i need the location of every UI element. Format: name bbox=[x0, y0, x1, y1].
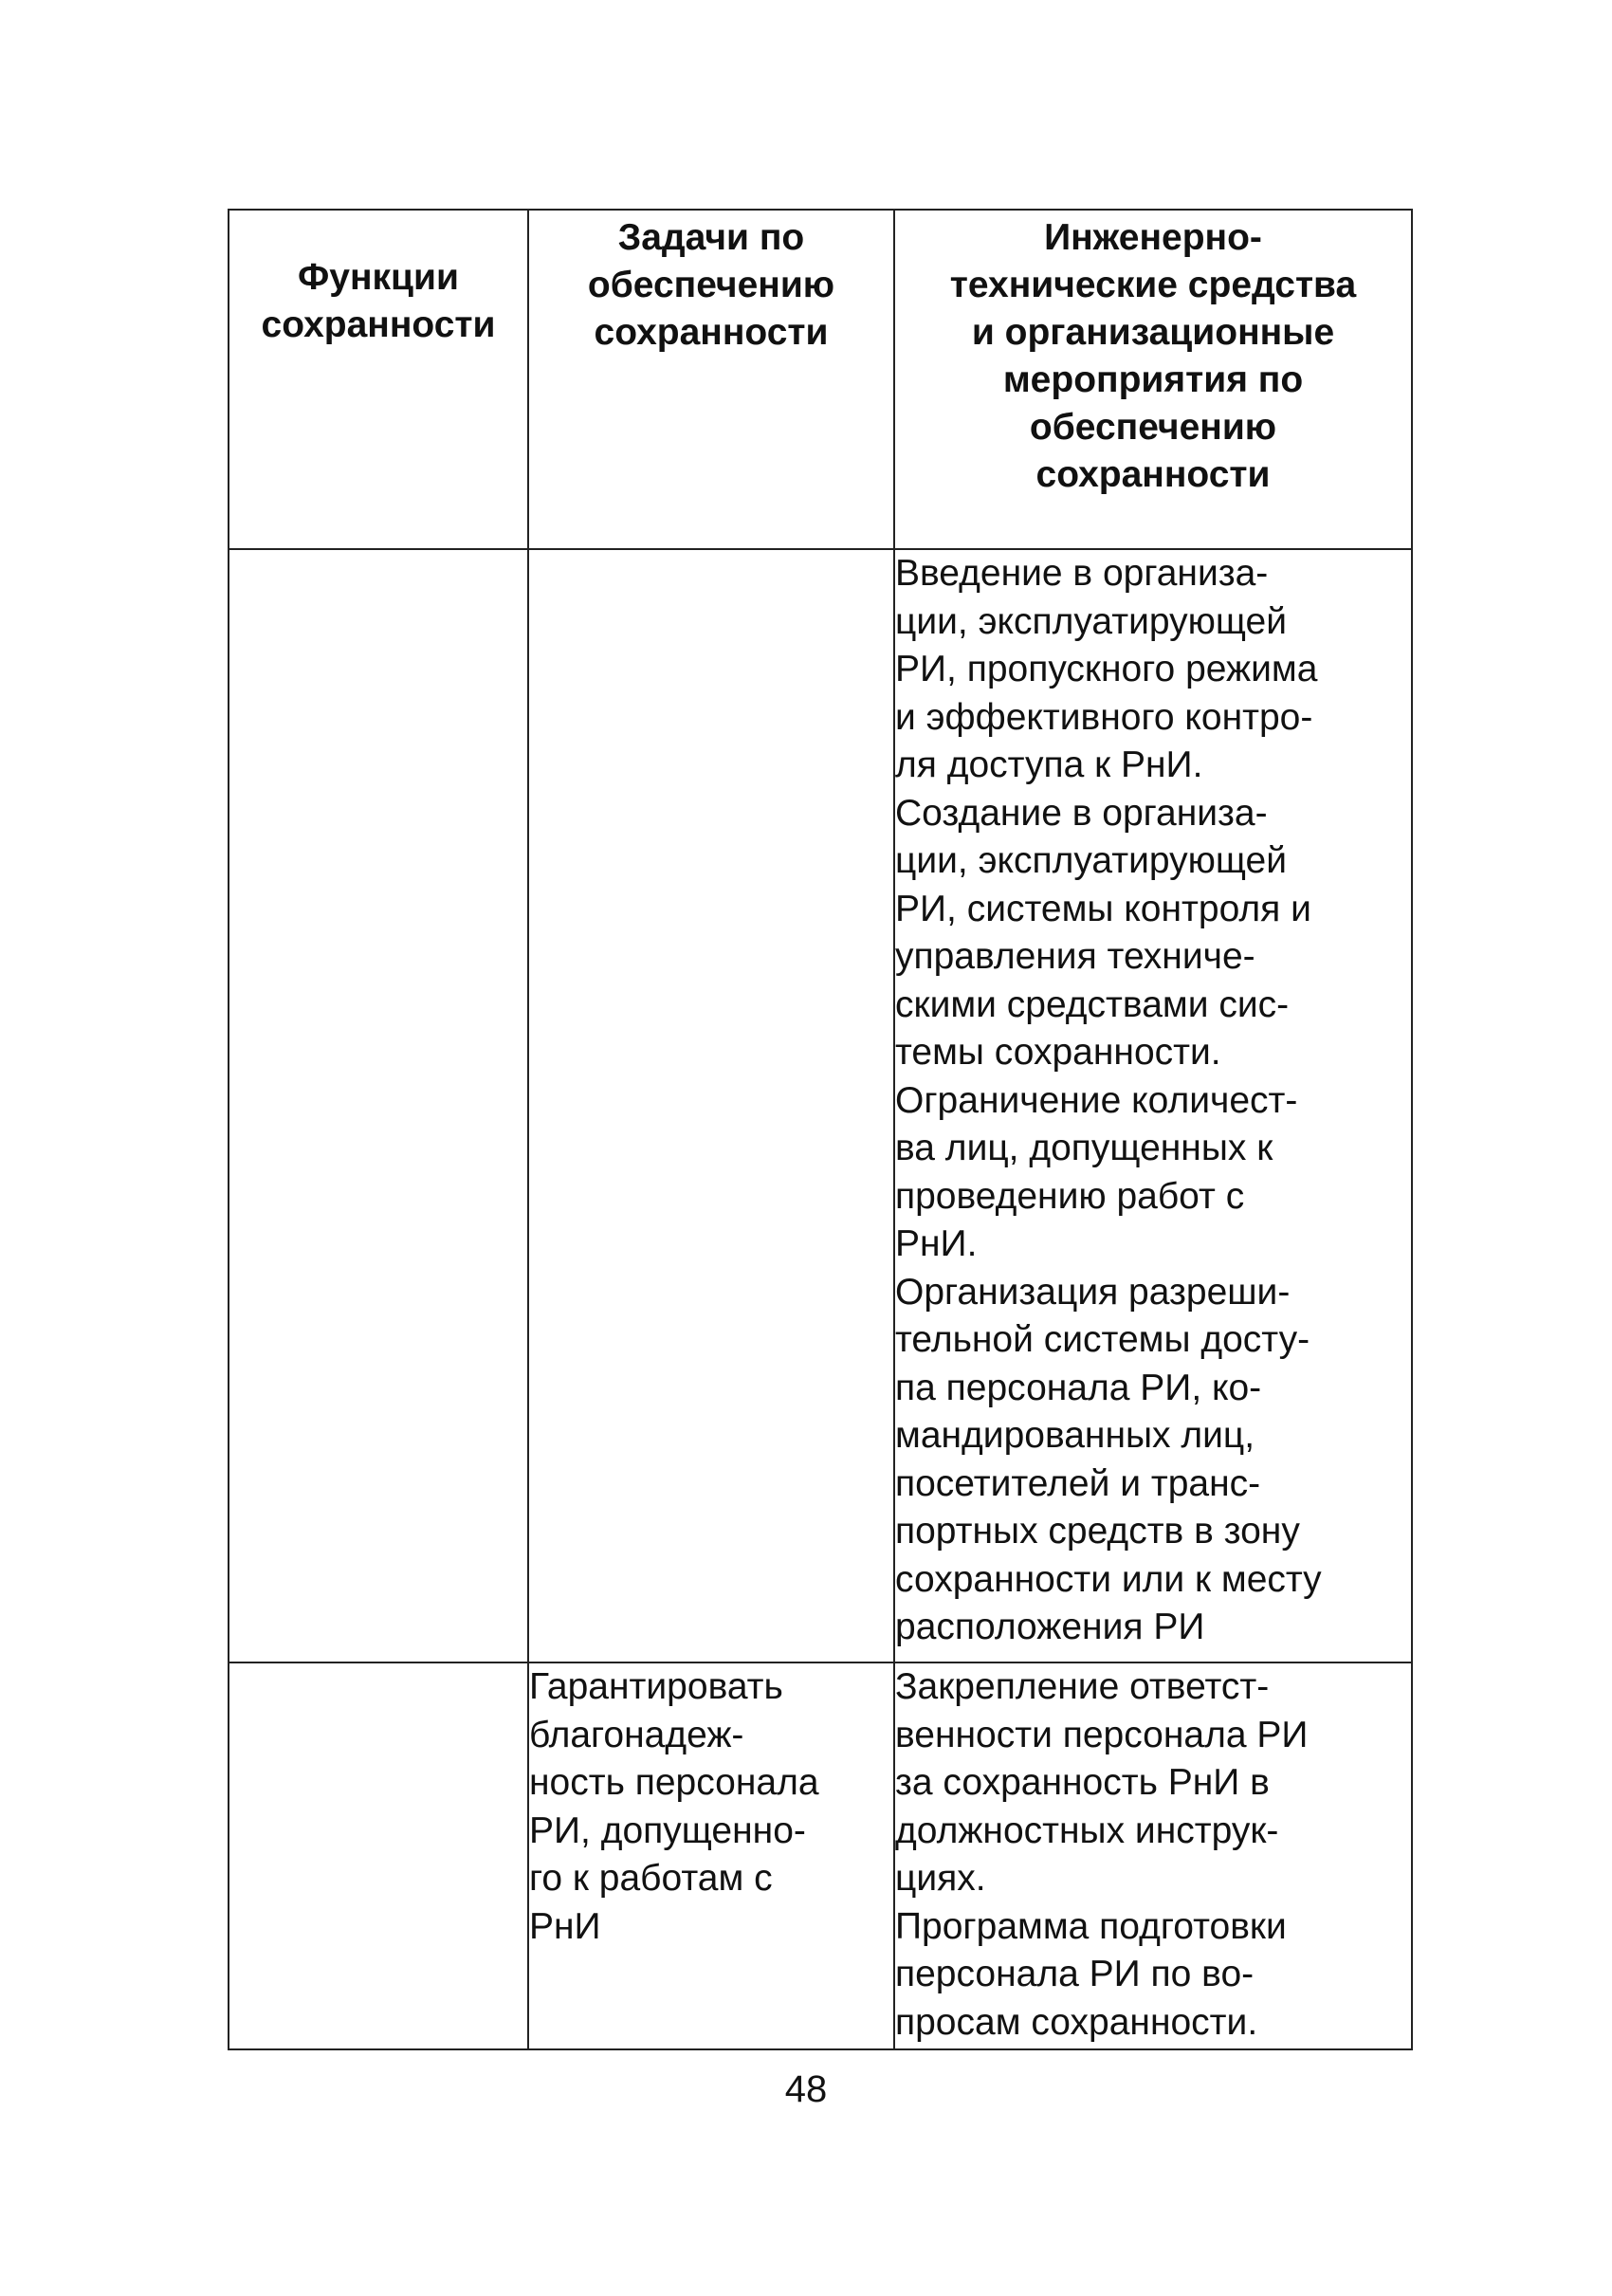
text-line: Программа подготовки bbox=[895, 1905, 1287, 1947]
text-line: РнИ bbox=[529, 1905, 601, 1947]
header-line: мероприятия по bbox=[1002, 359, 1304, 400]
task-cell bbox=[528, 1662, 894, 2049]
text-line: должностных инструк- bbox=[895, 1809, 1279, 1851]
header-line: обеспечению bbox=[1029, 407, 1277, 448]
text-line: управления техниче- bbox=[895, 936, 1255, 977]
text-line: портных средств в зону bbox=[895, 1511, 1300, 1552]
text-line: проведению работ с bbox=[895, 1175, 1245, 1217]
header-line: обеспечению bbox=[587, 265, 835, 305]
text-line: го к работам с bbox=[529, 1858, 773, 1899]
text-line: персонала РИ по во- bbox=[895, 1954, 1255, 1994]
function-cell bbox=[229, 1662, 528, 2049]
table-header-row bbox=[229, 210, 1412, 549]
function-cell bbox=[229, 549, 528, 1662]
text-line: Организация разреши- bbox=[895, 1271, 1291, 1313]
header-measures bbox=[894, 210, 1412, 549]
text-line: РИ, пропускного режима bbox=[895, 649, 1318, 689]
text-line: просам сохранности. bbox=[895, 2001, 1258, 2043]
text-line: благонадеж- bbox=[529, 1714, 744, 1755]
measures-cell bbox=[894, 549, 1412, 1662]
text-line: ность персонала bbox=[529, 1762, 819, 1803]
security-measures-table bbox=[228, 209, 1413, 2050]
header-line: сохранности bbox=[1035, 454, 1271, 495]
text-line: посетителей и транс- bbox=[895, 1462, 1261, 1504]
text-line: Введение в организа- bbox=[895, 553, 1269, 594]
text-line: сохранности или к месту bbox=[895, 1558, 1322, 1600]
header-line: Задачи по bbox=[617, 217, 805, 258]
table-row bbox=[229, 549, 1412, 1662]
page-number: 48 bbox=[784, 2068, 828, 2110]
text-line: ва лиц, допущенных к bbox=[895, 1128, 1273, 1168]
text-line: и эффективного контро- bbox=[895, 696, 1313, 738]
text-line: ции, эксплуатирующей bbox=[895, 600, 1288, 642]
text-line: расположения РИ bbox=[895, 1607, 1205, 1647]
text-line: РИ, допущенно- bbox=[529, 1809, 806, 1851]
text-line: циях. bbox=[895, 1858, 986, 1899]
measures-cell bbox=[894, 1662, 1412, 2049]
text-line: па персонала РИ, ко- bbox=[895, 1367, 1262, 1408]
text-line: ции, эксплуатирующей bbox=[895, 840, 1288, 881]
header-line: Функции bbox=[298, 257, 459, 298]
text-line: тельной системы досту- bbox=[895, 1319, 1310, 1360]
text-line: венности персонала РИ bbox=[895, 1714, 1309, 1755]
header-line: и организационные bbox=[971, 312, 1335, 353]
text-line: Ограничение количест- bbox=[895, 1079, 1298, 1121]
text-line: РнИ. bbox=[895, 1223, 978, 1264]
text-line: РИ, системы контроля и bbox=[895, 888, 1311, 929]
text-line: Закрепление ответст- bbox=[895, 1666, 1270, 1707]
header-tasks bbox=[528, 210, 894, 549]
header-functions bbox=[229, 210, 528, 549]
text-line: темы сохранности. bbox=[895, 1032, 1221, 1073]
header-line: сохранности bbox=[261, 304, 496, 345]
task-cell bbox=[528, 549, 894, 1662]
text-line: за сохранность РнИ в bbox=[895, 1762, 1270, 1803]
text-line: мандированных лиц, bbox=[895, 1415, 1255, 1456]
text-line: Создание в организа- bbox=[895, 792, 1268, 834]
table-row bbox=[229, 1662, 1412, 2049]
text-line: ля доступа к РнИ. bbox=[895, 744, 1203, 785]
header-line: технические средства bbox=[949, 265, 1357, 305]
header-line: сохранности bbox=[594, 312, 829, 353]
text-line: скими средствами сис- bbox=[895, 983, 1290, 1025]
text-line: Гарантировать bbox=[529, 1666, 783, 1707]
header-line: Инженерно- bbox=[1044, 217, 1262, 258]
